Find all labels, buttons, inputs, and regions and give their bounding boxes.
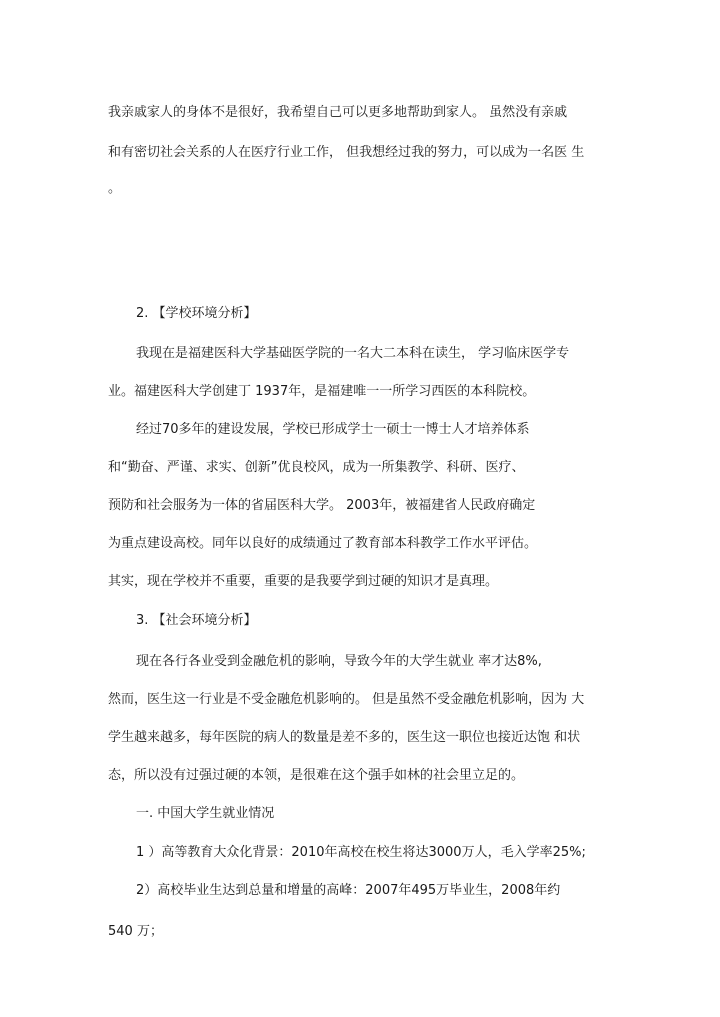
intro-line-2: 和有密切社会关系的人在医疗行业工作， 但我想经过我的努力，可以成为一名医 生: [108, 145, 585, 160]
school-line-1: 我现在是福建医科大学基础医学院的一名大二本科在读生， 学习临床医学专: [136, 346, 570, 361]
section-heading-school: 2. 【学校环境分析】: [136, 306, 257, 321]
section-heading-employment: 一. 中国大学生就业情况: [136, 806, 275, 821]
society-line-4: 态，所以没有过强过硬的本领，是很难在这个强手如林的社会里立足的。: [108, 768, 525, 783]
section-heading-society: 3. 【社会环境分析】: [136, 613, 257, 628]
school-line-4: 和“勤奋、严谨、求实、创新”优良校风，成为一所集教学、科研、医疗、: [108, 460, 525, 475]
school-line-7: 其实，现在学校并不重要，重要的是我要学到过硬的知识才是真理。: [108, 574, 499, 589]
society-line-3: 学生越来越多，每年医院的病人的数量是差不多的，医生这一职位也接近达饱 和状: [108, 730, 581, 745]
society-line-2: 然而，医生这一行业是不受金融危机影响的。 但是虽然不受金融危机影响，因为 大: [108, 692, 585, 707]
school-line-3: 经过70多年的建设发展，学校已形成学士一硕士一博士人才培养体系: [136, 422, 530, 437]
employment-item-3: 540 万；: [108, 924, 163, 939]
school-line-2: 业。福建医科大学创建丁 1937年，是福建唯一一所学习西医的本科院校。: [108, 384, 536, 399]
intro-line-3: 。: [108, 181, 122, 196]
school-line-5: 预防和社会服务为一体的省届医科大学。 2003年，被福建省人民政府确定: [108, 498, 536, 513]
intro-line-1: 我亲戚家人的身体不是很好，我希望自己可以更多地帮助到家人。 虽然没有亲戚: [108, 105, 568, 120]
school-line-6: 为重点建设高校。同年以良好的成绩通过了教育部本科教学工作水平评估。: [108, 536, 538, 551]
employment-item-1: 1 ）高等教育大众化背景：2010年高校在校生将达3000万人，毛入学率25%;: [136, 845, 586, 860]
society-line-1: 现在各行各业受到金融危机的影响，导致今年的大学生就业 率才达8%,: [136, 654, 542, 669]
employment-item-2: 2）高校毕业生达到总量和增量的高峰：2007年495万毕业生，2008年约: [136, 883, 561, 898]
